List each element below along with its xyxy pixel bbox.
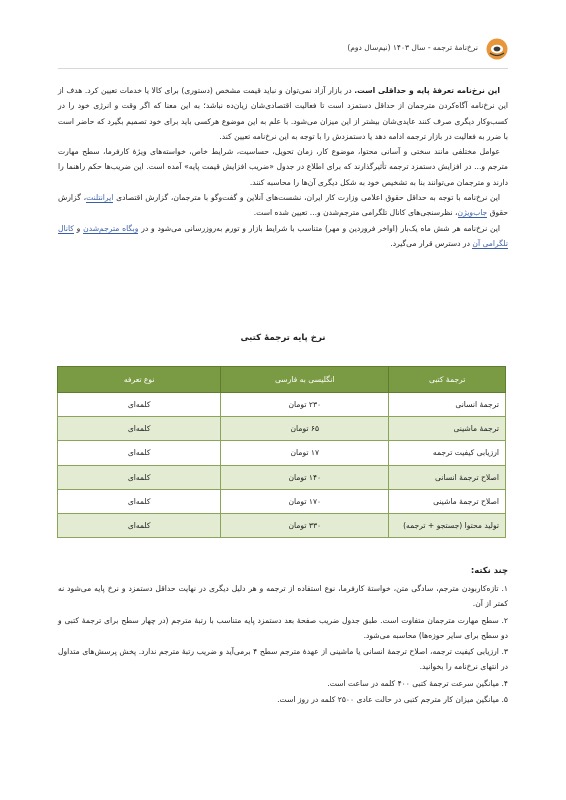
intro-paragraph-4-text-b: و: [73, 223, 84, 233]
table-row: [58, 441, 506, 465]
table-row: [58, 513, 506, 537]
table-cell-service: تولید محتوا (جستجو + ترجمه): [389, 513, 506, 537]
table-cell-unit: کلمه‌ای: [58, 465, 221, 489]
note-item: ۵. میانگین میزان کار مترجم کتبی در حالت عادی ۲۵۰۰ کلمه در روز است.: [277, 695, 508, 705]
table-header-service: ترجمهٔ کتبی: [389, 367, 506, 393]
table-cell-unit: کلمه‌ای: [58, 417, 221, 441]
header-title: نرخ‌نامهٔ ترجمه - سال ۱۴۰۳ (نیم‌سال دوم): [347, 43, 478, 52]
table-row: [58, 393, 506, 417]
intro-paragraph-2: عوامل مختلفی مانند سختی و آسانی محتوا، موضوع کار، زمان تحویل، حساسیت، شرایط خاص، خواسته‌های ویژهٔ کارفرما، سطح مهارت مترجم و... در افزایش دستمزد ترجمه تأثیرگذارند که برای اطلاع در جدول «ضریب افزایش قیمت پایه» آمده است. این ضریب‌ها حکم راهنما را دارند و مترجمان می‌توانند بنا به تشخیص خود به شکل دیگری آن‌ها را محاسبه کنند.: [58, 147, 508, 187]
table-cell-price: ۱۴۰ تومان: [221, 465, 389, 489]
table-row: [58, 465, 506, 489]
table-cell-service: ترجمهٔ ماشینی: [389, 417, 506, 441]
table-cell-price: ۲۳۰ تومان: [221, 393, 389, 417]
table-cell-service: اصلاح ترجمهٔ انسانی: [389, 465, 506, 489]
note-item: ۳. ارزیابی کیفیت ترجمه، اصلاح ترجمهٔ انسانی یا ماشینی از عهدهٔ مترجم سطح ۴ برمی‌آید و ضریب رتبهٔ مترجم ندارد. پخش پرسش‌های متداول در انتهای نرخ‌نامه را بخوانید.: [58, 647, 508, 672]
note-item: ۱. تازه‌کاربودن مترجم، سادگی متن، خواستهٔ کارفرما، نوع استفاده از ترجمه و هر دلیل دیگری در نهایت حداقل دستمزد و نرخ پایه می‌شود نه کمتر از آن.: [58, 584, 508, 609]
table-row: [58, 417, 506, 441]
table-row: [58, 489, 506, 513]
intro-section: [58, 83, 508, 251]
table-cell-service: اصلاح ترجمهٔ ماشینی: [389, 489, 506, 513]
intro-paragraph-3-text-a: این نرخ‌نامه با توجه به حداقل حقوق اعلامی وزارت کار ایران، نشست‌های آنلاین و گفت‌وگو با مترجمان، گزارش اقتصادی: [113, 193, 501, 203]
link-iranetlent[interactable]: ایرانتلنت: [86, 193, 114, 203]
intro-paragraph-3-text-b: ، گزارش حقوق: [58, 193, 508, 218]
notes-list: [58, 581, 508, 708]
table-cell-unit: کلمه‌ای: [58, 441, 221, 465]
table-cell-unit: کلمه‌ای: [58, 489, 221, 513]
table-cell-unit: کلمه‌ای: [58, 513, 221, 537]
intro-paragraph-3: [58, 190, 508, 221]
note-item: ۴. میانگین سرعت ترجمهٔ کتبی ۴۰۰ کلمه در ساعت است.: [327, 678, 508, 688]
table-header-row: [58, 367, 506, 393]
link-telegram-channel[interactable]: کانال تلگرامی آن: [58, 223, 508, 248]
intro-paragraph-1: [58, 83, 508, 144]
intro-paragraph-4: [58, 221, 508, 252]
logo-icon: [486, 38, 508, 60]
intro-paragraph-1-text: در بازار آزاد نمی‌توان و نباید قیمت مشخص (دستوری) برای کالا یا خدمات تعیین کرد. هدف از این نرخ‌نامه آگاه‌کردن مترجمان از حداقل دستمزد است تا فعالیت اقتصادی‌شان زیان‌ده نباشد؛ به این معنا که اگر وقت و انرژی خود را در کسب‌وکار دیگری صرف کنند عایدی‌شان بیشتر از این میزان می‌شود. با علم به این موضوع هرکسی باید برای خود تصمیم بگیرد که حاضر است با ضرر به فعالیت در بازار ترجمه ادامه دهد یا دستمزدش را با توجه به این نرخ‌نامه تعیین کند.: [58, 86, 508, 141]
table-header-price: انگلیسی به فارسی: [221, 367, 389, 393]
notes-title: چند نکته:: [470, 565, 508, 575]
intro-paragraph-3-text-c: ، نظرسنجی‌های کانال تلگرامی مترجم‌شدن و... تعیین شده است.: [253, 208, 458, 218]
note-item: ۲. سطح مهارت مترجمان متفاوت است. طبق جدول ضریب صفحهٔ بعد دستمزد پایه متناسب با رتبهٔ مترجم (در چهار سطح برای ترجمهٔ کتبی و دو سطح برای سایر حوزه‌ها) محاسبه می‌شود.: [58, 615, 508, 640]
table-cell-price: ۶۵ تومان: [221, 417, 389, 441]
link-website[interactable]: وبگاه مترجم‌شدن: [83, 223, 139, 233]
header-divider: [58, 68, 508, 69]
table-cell-price: ۱۷ تومان: [221, 441, 389, 465]
link-jobvision[interactable]: جاب‌ویژن: [457, 208, 488, 218]
intro-bold-lead: این نرخ‌نامه تعرفهٔ پایه و حداقلی است.: [354, 86, 500, 95]
price-table: [57, 366, 506, 538]
table-cell-price: ۳۳۰ تومان: [221, 513, 389, 537]
intro-paragraph-4-text-a: این نرخ‌نامه هر شش ماه یک‌بار (اواخر فروردین و مهر) متناسب با شرایط بازار و تورم به‌روزرسانی می‌شود و در: [138, 223, 500, 233]
table-header-unit: نوع تعرفه: [58, 367, 221, 393]
table-cell-service: ارزیابی کیفیت ترجمه: [389, 441, 506, 465]
table-cell-service: ترجمهٔ انسانی: [389, 393, 506, 417]
table-cell-price: ۱۷۰ تومان: [221, 489, 389, 513]
table-title: نرخ پایه ترجمهٔ کتبی: [240, 333, 326, 343]
intro-paragraph-4-text-c: در دسترس قرار می‌گیرد.: [390, 238, 473, 248]
page-header: [58, 38, 508, 62]
table-cell-unit: کلمه‌ای: [58, 393, 221, 417]
